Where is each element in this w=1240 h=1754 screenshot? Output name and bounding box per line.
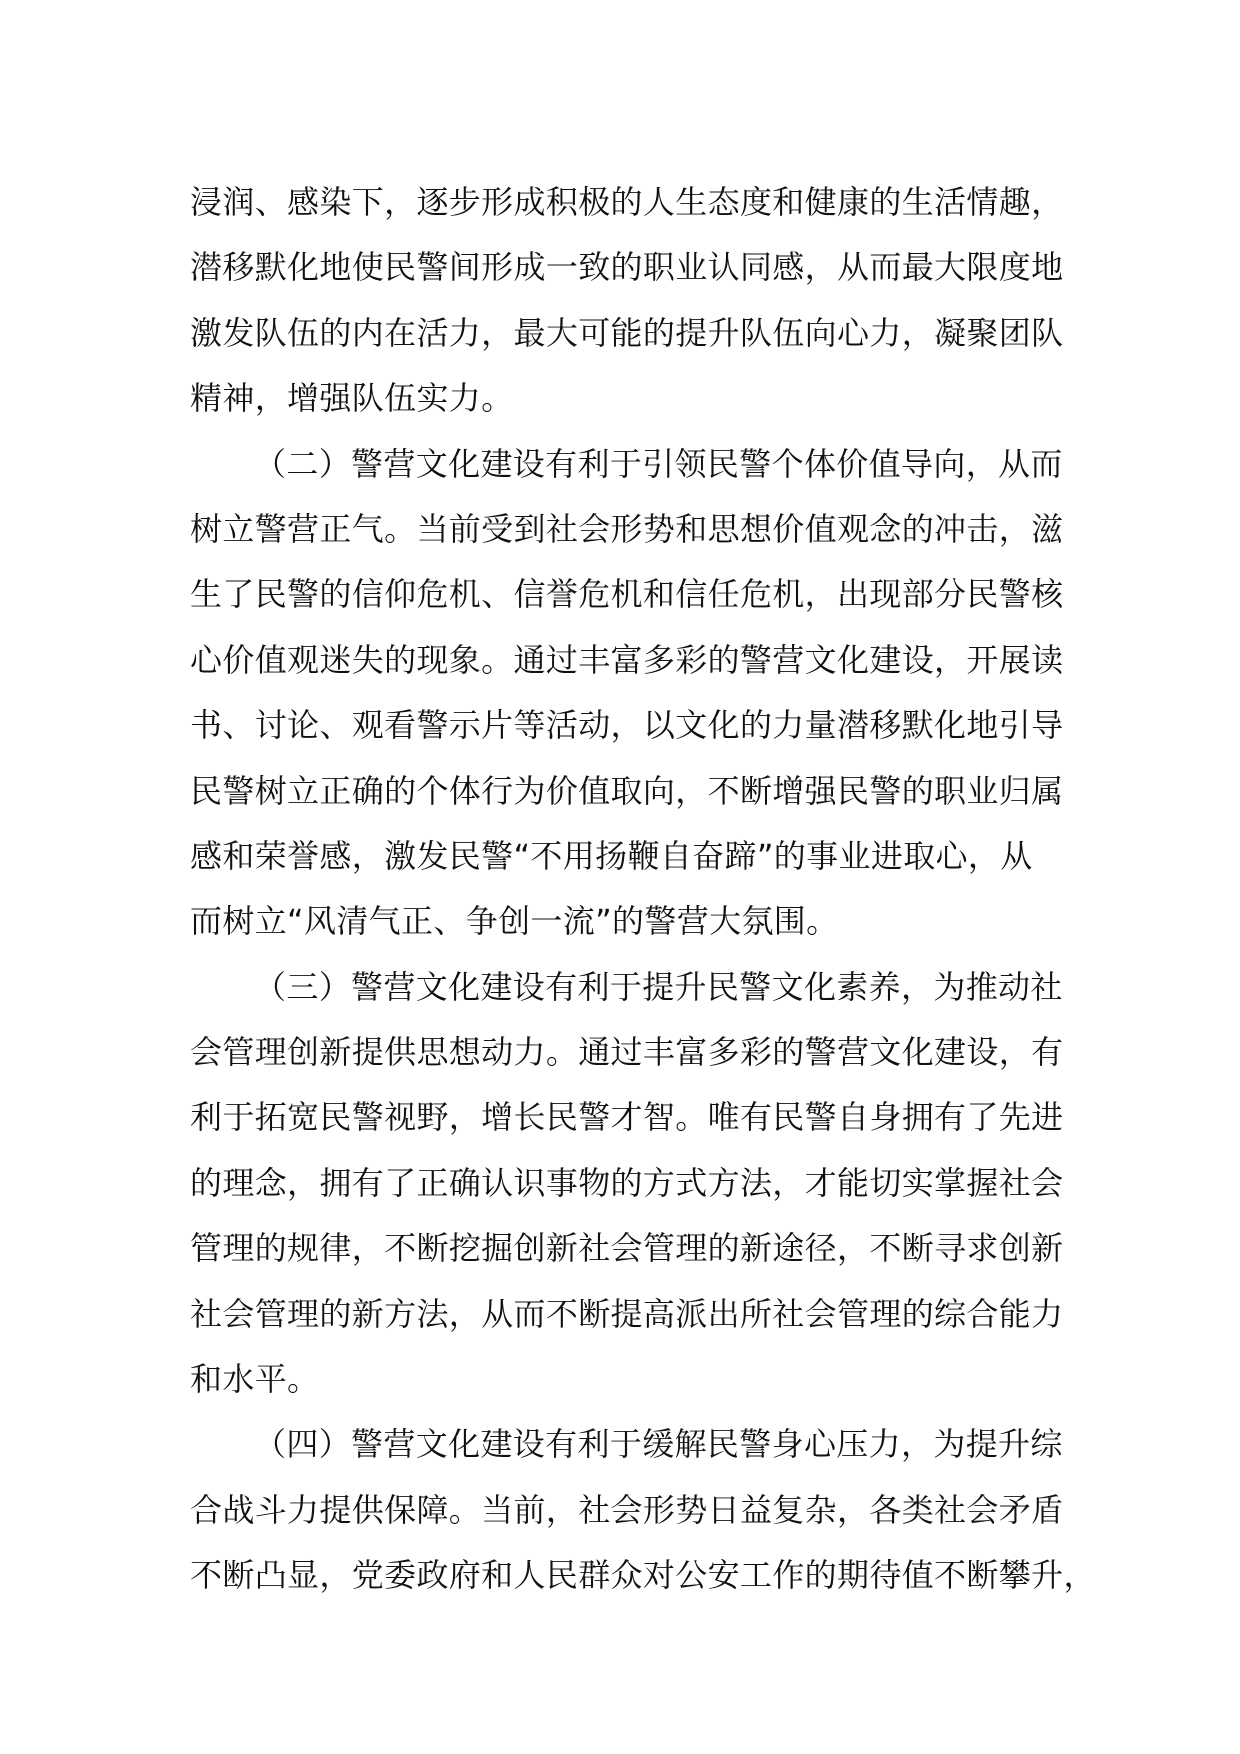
body-line: 树立警营正气。当前受到社会形势和思想价值观念的冲击，滋: [190, 509, 1064, 548]
body-line: 不断凸显，党委政府和人民群众对公安工作的期待值不断攀升，: [190, 1556, 1096, 1595]
document-body: [190, 170, 1096, 1609]
body-line: 民警树立正确的个体行为价值取向，不断增强民警的职业归属: [190, 771, 1064, 810]
section-heading-line: （二）警营文化建设有利于引领民警个体价值导向，从而: [254, 444, 1063, 483]
body-line: 浸润、感染下，逐步形成积极的人生态度和健康的生活情趣，: [190, 183, 1064, 221]
body-line: 利于拓宽民警视野，增长民警才智。唯有民警自身拥有了先进: [190, 1098, 1064, 1137]
body-line: 心价值观迷失的现象。通过丰富多彩的警营文化建设，开展读: [190, 640, 1064, 679]
body-line: 社会管理的新方法，从而不断提高派出所社会管理的综合能力: [190, 1294, 1064, 1333]
body-line: 和水平。: [190, 1360, 320, 1399]
body-line: 合战斗力提供保障。当前，社会形势日益复杂，各类社会矛盾: [190, 1490, 1064, 1529]
body-line: 精神，增强队伍实力。: [190, 379, 514, 418]
body-line: 生了民警的信仰危机、信誉危机和信任危机，出现部分民警核: [190, 575, 1064, 614]
body-line: 潜移默化地使民警间形成一致的职业认同感，从而最大限度地: [190, 248, 1064, 287]
body-line: 激发队伍的内在活力，最大可能的提升队伍向心力，凝聚团队: [190, 313, 1064, 352]
body-line: 书、讨论、观看警示片等活动，以文化的力量潜移默化地引导: [190, 706, 1064, 745]
body-line: 而树立“风清气正、争创一流”的警营大氛围。: [190, 902, 839, 941]
section-heading-line: （四）警营文化建设有利于缓解民警身心压力，为提升综: [254, 1425, 1063, 1464]
section-heading-line: （三）警营文化建设有利于提升民警文化素养，为推动社: [254, 967, 1063, 1006]
body-line: 会管理创新提供思想动力。通过丰富多彩的警营文化建设，有: [190, 1033, 1064, 1072]
body-line: 管理的规律，不断挖掘创新社会管理的新途径，不断寻求创新: [190, 1229, 1064, 1268]
body-line: 感和荣誉感，激发民警“不用扬鞭自奋蹄”的事业进取心，从: [190, 836, 1033, 875]
body-line: 的理念，拥有了正确认识事物的方式方法，才能切实掌握社会: [190, 1163, 1064, 1202]
